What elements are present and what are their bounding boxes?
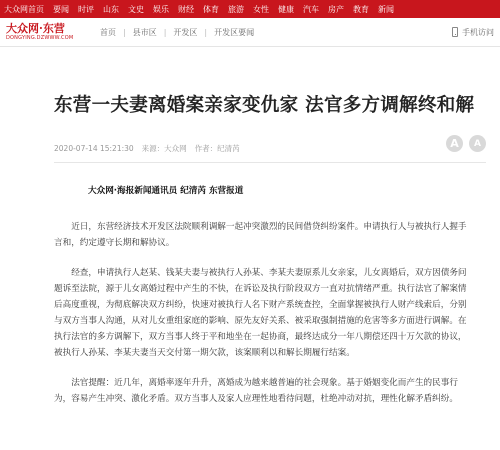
top-nav-item[interactable]: 汽车	[303, 4, 319, 14]
article-paragraph: 近日，东营经济技术开发区法院顺利调解一起冲突激烈的民间借贷纠纷案件。申请执行人与被执行人握手言和，约定遵守长期和解协议。	[54, 222, 467, 248]
article-lead: 大众网·海报新闻通讯员 纪清芮 东营报道	[88, 186, 244, 196]
meta-divider	[54, 162, 486, 163]
article-title: 东营一夫妻离婚案亲家变仇家 法官多方调解终和解	[54, 95, 475, 116]
top-nav-item[interactable]: 时评	[78, 4, 94, 14]
breadcrumb-separator: |	[204, 27, 208, 37]
top-nav-item[interactable]: 健康	[278, 4, 294, 14]
breadcrumb-devzone-news[interactable]: 开发区要闻	[214, 27, 255, 37]
article-body	[54, 183, 474, 407]
article-date: 2020-07-14 15:21:30	[54, 144, 134, 153]
article-paragraph: 法官提醒：近几年，离婚率逐年升升，离婚成为越来越普遍的社会现象。基于婚姻变化而产生的民事行为，容易产生冲突、激化矛盾。双方当事人及家人应理性地看待问题，杜绝冲动对抗，理性化解矛盾纠纷。	[54, 378, 458, 404]
font-size-controls	[446, 135, 486, 152]
top-nav-bar	[0, 0, 500, 18]
breadcrumb-separator: |	[123, 27, 126, 37]
logo-sub-text: DONGYING.DZWWW.COM	[6, 35, 74, 41]
top-nav-item[interactable]: 房产	[328, 4, 344, 14]
top-nav-item[interactable]: 大众网首页	[4, 4, 44, 14]
top-nav-item[interactable]: 娱乐	[153, 4, 169, 14]
breadcrumb	[100, 27, 254, 38]
article-paragraph: 经查，申请执行人赵某、钱某夫妻与被执行人孙某、李某夫妻原系儿女亲家，儿女离婚后，双方因债务问题诉至法院，源于儿女离婚过程中产生的不快，在诉讼及执行阶段双方一直对抗情绪严重。执行法官了解案情后高度重视，为彻底解决双方纠纷，快速对被执行人名下财产系统查控，全面掌握被执行人财产线索后，分别与双方当事人沟通，从对儿女重组家庭的影响、原先友好关系、被采取强制措施的危害等多方面进行调解。在执行法官的多方调解下，双方当事人终于平和地坐在一起协商，最终达成分一年八期偿还四十万欠款的协议，被执行人孙某、李某夫妻当天交付第一期欠款，该案顺利以和解长期履行结案。	[54, 268, 467, 358]
logo-main-text: 大众网·东营	[6, 22, 65, 35]
top-nav-item[interactable]: 文史	[128, 4, 144, 14]
top-nav-item[interactable]: 体育	[203, 4, 219, 14]
top-nav-item[interactable]: 山东	[103, 4, 119, 14]
article-author: 作者：纪清芮	[194, 144, 240, 153]
top-nav-item[interactable]: 女性	[253, 4, 269, 14]
font-increase-button[interactable]: A	[446, 135, 463, 152]
top-nav-item[interactable]: 教育	[353, 4, 369, 14]
mobile-access-link[interactable]	[452, 27, 494, 38]
top-nav-item[interactable]: 要闻	[53, 4, 69, 14]
site-header	[0, 18, 500, 47]
mobile-access-label: 手机访问	[462, 27, 494, 37]
site-logo[interactable]	[6, 22, 90, 42]
top-nav-item[interactable]: 旅游	[228, 4, 244, 14]
font-decrease-button[interactable]: A	[469, 135, 486, 152]
breadcrumb-separator: |	[163, 27, 167, 37]
breadcrumb-devzone[interactable]: 开发区	[173, 27, 198, 37]
phone-icon	[452, 27, 458, 37]
top-nav-item[interactable]: 新闻	[378, 4, 394, 14]
article-source: 来源：大众网	[141, 144, 187, 153]
top-nav-item[interactable]: 财经	[178, 4, 194, 14]
article-meta	[54, 137, 486, 154]
breadcrumb-county[interactable]: 县市区	[132, 27, 157, 37]
breadcrumb-home[interactable]: 首页	[100, 27, 116, 37]
